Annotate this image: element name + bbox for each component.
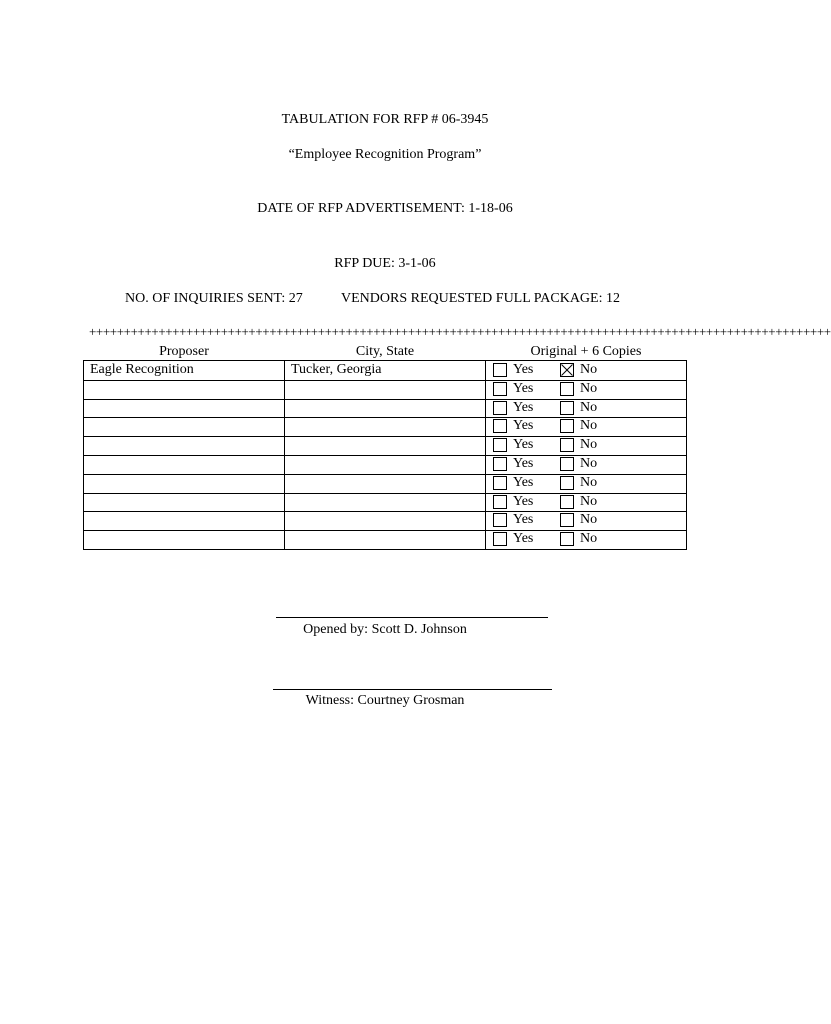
table-row: [84, 436, 686, 455]
yes-checkbox[interactable]: [493, 382, 507, 396]
yes-checkbox[interactable]: [493, 457, 507, 471]
column-header-copies: Original + 6 Copies: [530, 344, 642, 359]
yes-checkbox[interactable]: [493, 401, 507, 415]
yes-label: Yes: [513, 399, 534, 415]
tabulation-table: [83, 360, 687, 550]
yes-checkbox[interactable]: [493, 532, 507, 546]
yes-checkbox[interactable]: [493, 438, 507, 452]
vendors-requested: VENDORS REQUESTED FULL PACKAGE: 12: [341, 291, 620, 306]
yes-label: Yes: [513, 512, 534, 528]
yes-checkbox[interactable]: [493, 476, 507, 490]
no-label: No: [580, 362, 598, 377]
no-label: No: [580, 380, 598, 396]
signature-line: [276, 617, 548, 618]
separator-line: +++++++++++++++++++++++++++++++++++++++++++++++++++++++++++++++++++++++++++++++++++++++++++++++++++++++++++: [89, 324, 831, 339]
no-checkbox[interactable]: [560, 419, 574, 433]
city-state-cell: Tucker, Georgia: [291, 362, 382, 377]
program-name: “Employee Recognition Program”: [288, 147, 482, 162]
yes-label: Yes: [513, 456, 534, 471]
yes-checkbox[interactable]: [493, 363, 507, 377]
proposer-cell: Eagle Recognition: [90, 362, 194, 377]
table-row: [84, 511, 686, 530]
advertisement-date: DATE OF RFP ADVERTISEMENT: 1-18-06: [257, 201, 513, 216]
yes-checkbox[interactable]: [493, 419, 507, 433]
no-checkbox[interactable]: [560, 476, 574, 490]
document-title: TABULATION FOR RFP # 06-3945: [281, 112, 489, 127]
opened-by-signature: Opened by: Scott D. Johnson: [303, 622, 467, 637]
yes-label: Yes: [513, 531, 534, 547]
table-row: [84, 399, 686, 418]
yes-label: Yes: [513, 380, 534, 396]
no-label: No: [580, 399, 598, 415]
table-row: [84, 474, 686, 493]
no-checkbox[interactable]: [560, 363, 574, 377]
table-row: [84, 493, 686, 512]
column-header-proposer: Proposer: [159, 344, 209, 359]
no-checkbox[interactable]: [560, 532, 574, 546]
witness-signature: Witness: Courtney Grosman: [305, 693, 465, 708]
no-label: No: [580, 512, 598, 528]
no-label: No: [580, 437, 598, 453]
no-checkbox[interactable]: [560, 495, 574, 509]
no-checkbox[interactable]: [560, 457, 574, 471]
no-checkbox[interactable]: [560, 513, 574, 527]
column-header-city-state: City, State: [355, 344, 415, 359]
no-label: No: [580, 493, 598, 509]
yes-label: Yes: [513, 493, 534, 509]
no-label: No: [580, 531, 598, 547]
no-checkbox[interactable]: [560, 438, 574, 452]
due-date: RFP DUE: 3-1-06: [334, 256, 436, 271]
table-row: [84, 530, 686, 549]
table-row: [84, 361, 686, 380]
yes-label: Yes: [513, 474, 534, 490]
no-checkbox[interactable]: [560, 382, 574, 396]
no-label: No: [580, 474, 598, 490]
yes-label: Yes: [513, 437, 534, 453]
yes-label: Yes: [513, 362, 534, 377]
table-row: [84, 380, 686, 399]
table-row: [84, 455, 686, 474]
no-checkbox[interactable]: [560, 401, 574, 415]
yes-checkbox[interactable]: [493, 513, 507, 527]
table-row: [84, 417, 686, 436]
yes-label: Yes: [513, 418, 534, 434]
signature-line: [273, 689, 552, 690]
no-label: No: [580, 418, 598, 434]
yes-checkbox[interactable]: [493, 495, 507, 509]
no-label: No: [580, 456, 598, 471]
inquiries-sent: NO. OF INQUIRIES SENT: 27: [125, 291, 303, 306]
